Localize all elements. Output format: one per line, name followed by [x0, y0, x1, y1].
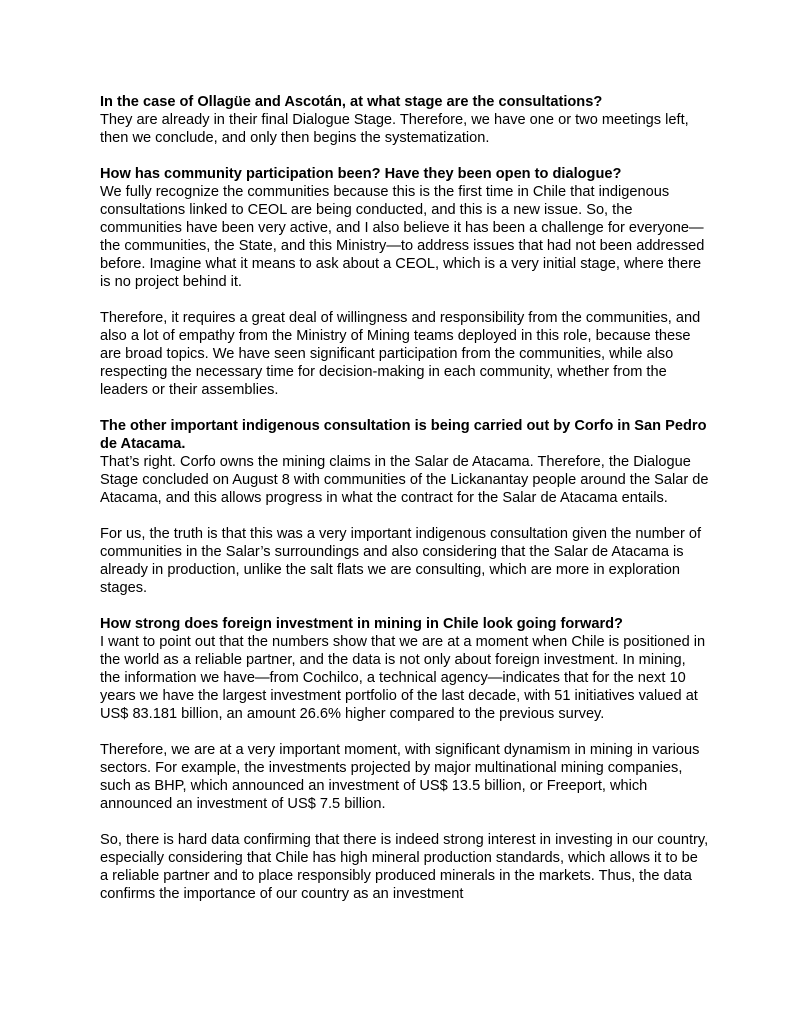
question-heading: The other important indigenous consultation is being carried out by Corfo in San Pedro de Atacama. — [100, 418, 707, 452]
answer-paragraph: Therefore, it requires a great deal of willingness and responsibility from the communities, and also a lot of empathy from the Ministry of Mining teams deployed in this role, because these are broad topics. We have seen significant participation from the communities, while also respecting the necessary time for decision-making in each community, whether from the leaders or their assemblies. — [100, 310, 701, 398]
question-heading: How strong does foreign investment in mining in Chile look going forward? — [100, 616, 623, 632]
document-page — [100, 93, 710, 903]
answer-paragraph: Therefore, we are at a very important moment, with significant dynamism in mining in various sectors. For example, the investments projected by major multinational mining companies, such as BHP, which announced an investment of US$ 13.5 billion, or Freeport, which announced an investment of US$ 7.5 billion. — [100, 742, 700, 812]
answer-paragraph: So, there is hard data confirming that there is indeed strong interest in investing in our country, especially considering that Chile has high mineral production standards, which allows it to be a reliable partner and to place responsibly produced minerals in the markets. Thus, the data confirms the importance of our country as an investment — [100, 832, 709, 902]
answer-paragraph: We fully recognize the communities because this is the first time in Chile that indigenous consultations linked to CEOL are being conducted, and this is a new issue. So, the communities have been very active, and I also believe it has been a challenge for everyone—the communities, the State, and this Ministry—to address issues that had not been addressed before. Imagine what it means to ask about a CEOL, which is a very initial stage, where there is no project behind it. — [100, 184, 705, 290]
answer-paragraph: I want to point out that the numbers show that we are at a moment when Chile is positioned in the world as a reliable partner, and the data is not only about foreign investment. In mining, the information we have—from Cochilco, a technical agency—indicates that for the next 10 years we have the largest investment portfolio of the last decade, with 51 initiatives valued at US$ 83.181 billion, an amount 26.6% higher compared to the previous survey. — [100, 634, 706, 722]
answer-paragraph: For us, the truth is that this was a very important indigenous consultation given the number of communities in the Salar’s surroundings and also considering that the Salar de Atacama is already in production, unlike the salt flats we are consulting, which are more in exploration stages. — [100, 526, 702, 596]
question-heading: How has community participation been? Have they been open to dialogue? — [100, 166, 622, 182]
answer-paragraph: They are already in their final Dialogue Stage. Therefore, we have one or two meetings left, then we conclude, and only then begins the systematization. — [100, 112, 689, 146]
answer-paragraph: That’s right. Corfo owns the mining claims in the Salar de Atacama. Therefore, the Dialogue Stage concluded on August 8 with communities of the Lickanantay people around the Salar de Atacama, and this allows progress in what the contract for the Salar de Atacama entails. — [100, 454, 709, 506]
question-heading: In the case of Ollagüe and Ascotán, at what stage are the consultations? — [100, 94, 603, 110]
